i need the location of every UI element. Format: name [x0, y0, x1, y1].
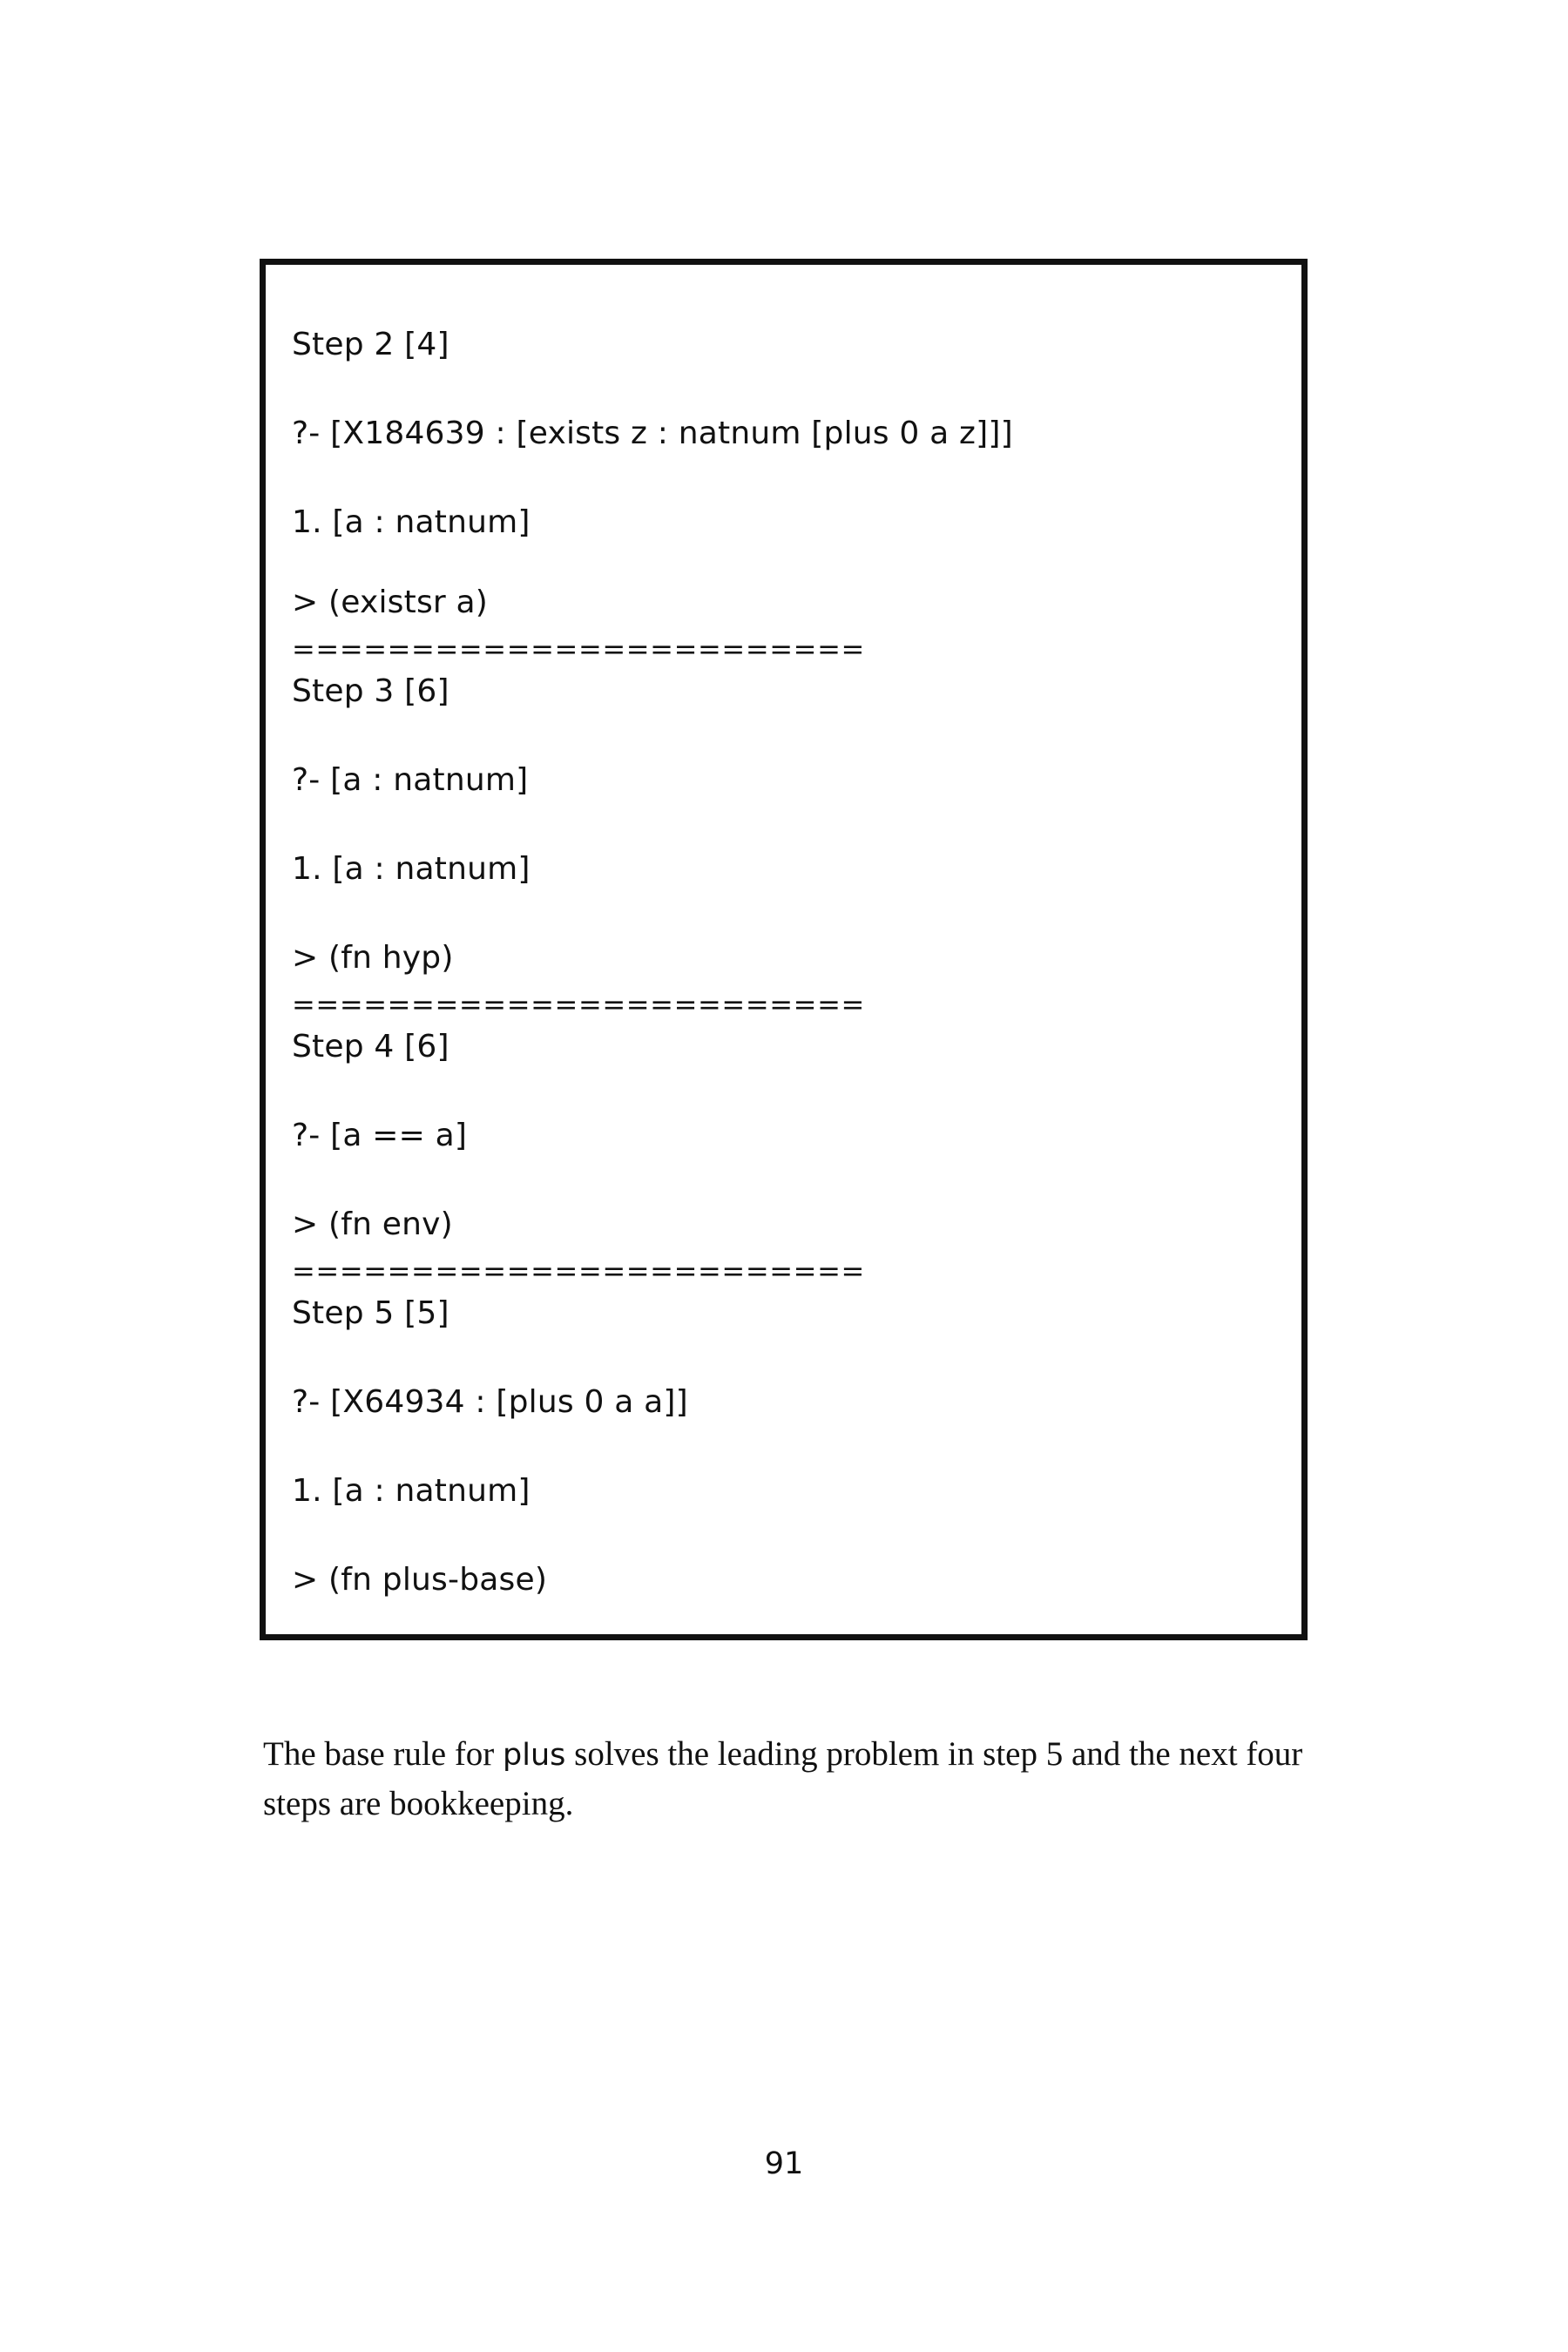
- paragraph-text-start: The base rule for: [263, 1735, 504, 1773]
- step-2-goal: ?- [X184639 : [exists z : natnum [plus 0 a z]]]: [292, 416, 1013, 451]
- step-4-goal: ?- [a == a]: [292, 1118, 468, 1153]
- page-number: 91: [764, 2146, 804, 2181]
- step-3-header: Step 3 [6]: [292, 673, 449, 709]
- step-3-separator: ========================: [292, 988, 865, 1021]
- step-3-command: > (fn hyp): [292, 940, 454, 976]
- paragraph-text-end: solves the leading problem in step 5 and the next four steps are bookkeeping.: [263, 1735, 1303, 1822]
- step-2-command: > (existsr a): [292, 585, 489, 620]
- step-4-command: > (fn env): [292, 1206, 453, 1242]
- step-2-separator: ========================: [292, 632, 865, 666]
- step-5-goal: ?- [X64934 : [plus 0 a a]]: [292, 1384, 688, 1420]
- step-5-hypothesis-1: 1. [a : natnum]: [292, 1473, 531, 1509]
- step-2-header: Step 2 [4]: [292, 327, 449, 362]
- step-3-hypothesis-1: 1. [a : natnum]: [292, 851, 531, 887]
- step-4-separator: ========================: [292, 1254, 865, 1288]
- step-3-goal: ?- [a : natnum]: [292, 762, 529, 798]
- step-5-command: > (fn plus-base): [292, 1562, 548, 1598]
- step-5-header: Step 5 [5]: [292, 1295, 449, 1331]
- step-2-hypothesis-1: 1. [a : natnum]: [292, 504, 531, 540]
- step-4-header: Step 4 [6]: [292, 1029, 449, 1064]
- paragraph-code-word: plus: [503, 1738, 566, 1773]
- body-paragraph: [263, 1730, 1317, 1828]
